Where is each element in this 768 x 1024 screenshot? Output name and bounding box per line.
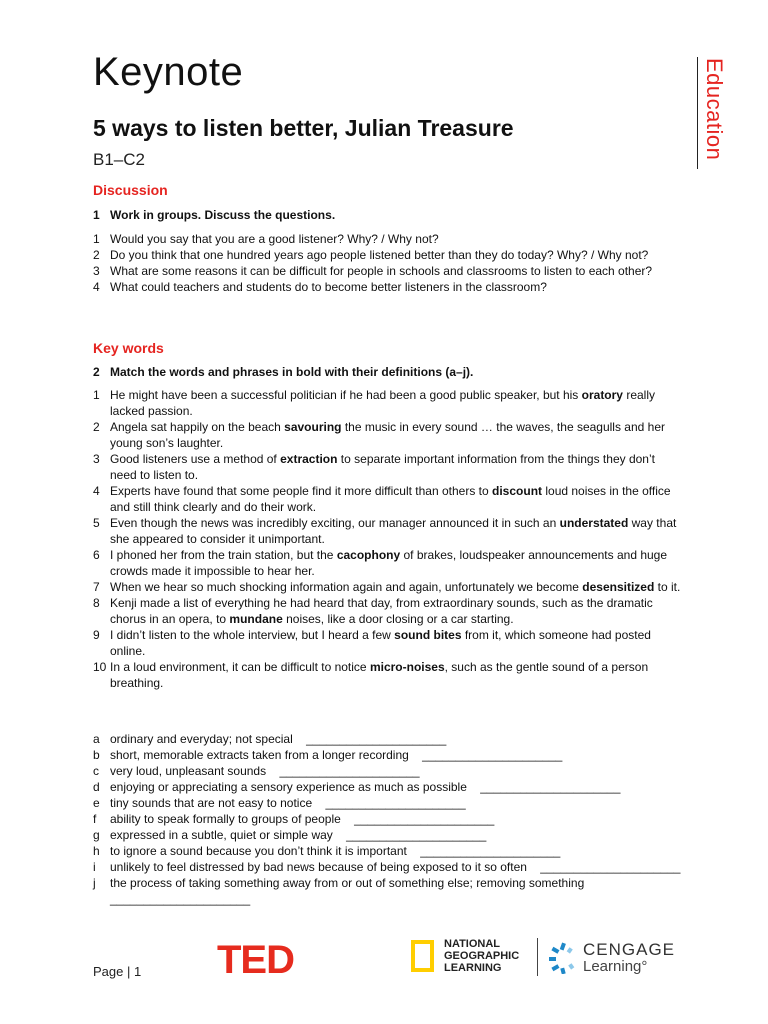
question-text: What are some reasons it can be difficult for people in schools and classrooms to listen to each other? [110, 264, 653, 278]
sentence-text: Angela sat happily on the beach [110, 420, 285, 434]
education-label: Education [702, 58, 727, 161]
definition-text: very loud, unpleasant sounds [110, 764, 267, 778]
sentence-item [93, 483, 683, 515]
item-number: 7 [93, 580, 100, 594]
keyword: extraction [280, 452, 338, 466]
task-instruction: Work in groups. Discuss the questions. [110, 208, 336, 222]
sentence-text: He might have been a successful politician if he had been a good public speaker, but his [110, 388, 582, 402]
item-number: 8 [93, 596, 100, 610]
answer-blank: _____________________ [110, 892, 251, 906]
item-number: 3 [93, 264, 100, 278]
page-number: Page | 1 [93, 964, 142, 979]
natgeo-line: GEOGRAPHIC [444, 950, 520, 962]
definition-text: the process of taking something away from or out of something else; removing something [110, 876, 585, 890]
answer-blank: _____________________ [420, 844, 561, 858]
definition-item [93, 827, 683, 843]
sentence-item [93, 579, 683, 595]
item-letter: c [93, 764, 99, 778]
answer-blank: _____________________ [354, 812, 495, 826]
keywords-task [93, 364, 683, 380]
keyword: oratory [581, 388, 623, 402]
question-item [93, 247, 683, 263]
question-item [93, 263, 683, 279]
answer-blank: _____________________ [540, 860, 681, 874]
item-number: 3 [93, 452, 100, 466]
item-number: 1 [93, 388, 100, 402]
question-item [93, 231, 683, 247]
item-number: 1 [93, 232, 100, 246]
keyword: cacophony [336, 548, 401, 562]
answer-blank: _____________________ [480, 780, 621, 794]
task-number: 1 [93, 208, 100, 222]
definition-text: ability to speak formally to groups of people [110, 812, 341, 826]
definition-text: unlikely to feel distressed by bad news because of being exposed to it so often [110, 860, 527, 874]
item-letter: g [93, 828, 100, 842]
sentence-item [93, 547, 683, 579]
answer-blank: _____________________ [279, 764, 420, 778]
keyword: micro-noises [369, 660, 445, 674]
discussion-task [93, 207, 683, 223]
keyword: understated [559, 516, 629, 530]
sentence-text: to separate important information from the things they don’t need to listen to. [110, 452, 655, 482]
definition-text: tiny sounds that are not easy to notice [110, 796, 313, 810]
sentence-item [93, 659, 683, 691]
sentence-text: Kenji made a list of everything he had heard that day, from extraordinary sounds, such as the dramatic chorus in an opera, to [110, 596, 653, 626]
question-text: Do you think that one hundred years ago people listened better than they do today? Why? / Why not? [110, 248, 649, 262]
item-number: 2 [93, 248, 100, 262]
definition-text: expressed in a subtle, quiet or simple way [110, 828, 333, 842]
discussion-heading: Discussion [93, 182, 168, 198]
keyword: desensitized [582, 580, 655, 594]
definition-item [93, 843, 683, 859]
sentence-text: way that she appeared to consider it unimportant. [110, 516, 677, 546]
natgeo-wordmark [444, 938, 519, 974]
keyword: discount [492, 484, 543, 498]
definition-item [93, 731, 683, 747]
definition-text: to ignore a sound because you don’t think it is important [110, 844, 407, 858]
cengage-logo [548, 940, 688, 980]
item-letter: b [93, 748, 100, 762]
discussion-questions [93, 231, 683, 295]
definition-text: enjoying or appreciating a sensory experience as much as possible [110, 780, 467, 794]
item-number: 6 [93, 548, 100, 562]
definition-item [93, 779, 683, 795]
definition-text: short, memorable extracts taken from a longer recording [110, 748, 409, 762]
answer-blank: _____________________ [325, 796, 466, 810]
sentence-text: of brakes, loudspeaker announcements and huge crowds made it impossible to hear her. [110, 548, 668, 578]
item-number: 9 [93, 628, 100, 642]
item-number: 2 [93, 420, 100, 434]
series-title: Keynote [93, 50, 244, 94]
natgeo-line: LEARNING [444, 962, 502, 974]
item-number: 5 [93, 516, 100, 530]
answer-blank: _____________________ [422, 748, 563, 762]
keyword: mundane [229, 612, 283, 626]
ted-logo: TED [217, 938, 294, 982]
item-number: 4 [93, 484, 100, 498]
sentence-item [93, 387, 683, 419]
sentence-text: Experts have found that some people find it more difficult than others to [110, 484, 493, 498]
cengage-burst-icon [548, 942, 578, 974]
sentence-text: the music in every sound … the waves, the seagulls and her young son’s laughter. [110, 420, 666, 450]
sentence-text: Good listeners use a method of [110, 452, 281, 466]
sentence-text: In a loud environment, it can be difficult to notice [110, 660, 370, 674]
natgeo-line: NATIONAL [444, 938, 501, 950]
sentence-text: noises, like a door closing or a car starting. [282, 612, 514, 626]
question-item [93, 279, 683, 295]
definition-text: ordinary and everyday; not special [110, 732, 293, 746]
answer-blank: _____________________ [346, 828, 487, 842]
task-instruction: Match the words and phrases in bold with their definitions (a–j). [110, 365, 474, 379]
education-tag [701, 58, 727, 168]
item-letter: i [93, 860, 96, 874]
yellow-frame-icon [411, 940, 434, 972]
lesson-title: 5 ways to listen better, Julian Treasure [93, 115, 514, 141]
natgeo-learning-logo [411, 938, 531, 978]
sentence-text: to it. [654, 580, 681, 594]
keyword-sentences [93, 387, 683, 691]
definition-item [93, 763, 683, 779]
definitions-list [93, 731, 683, 907]
keyword: savouring [284, 420, 342, 434]
item-number: 10 [93, 660, 107, 674]
question-text: What could teachers and students do to become better listeners in the classroom? [110, 280, 547, 294]
item-number: 4 [93, 280, 100, 294]
sentence-text: really lacked passion. [110, 388, 655, 418]
sentence-item [93, 627, 683, 659]
sentence-text: loud noises in the office and still think clearly and do their work. [110, 484, 671, 514]
item-letter: f [93, 812, 97, 826]
sentence-item [93, 419, 683, 451]
task-number: 2 [93, 365, 100, 379]
sentence-item [93, 595, 683, 627]
question-text: Would you say that you are a good listener? Why? / Why not? [110, 232, 439, 246]
sentence-text: When we hear so much shocking information again and again, unfortunately we become [110, 580, 583, 594]
item-letter: e [93, 796, 100, 810]
item-letter: j [93, 876, 96, 890]
definition-item [93, 859, 683, 875]
logo-divider [537, 938, 538, 976]
keywords-heading: Key words [93, 340, 164, 356]
level-label: B1–C2 [93, 150, 145, 169]
item-letter: d [93, 780, 100, 794]
definition-item [93, 875, 683, 907]
cengage-learning-wordmark: Learning° [583, 958, 648, 975]
definition-item [93, 747, 683, 763]
definition-item [93, 811, 683, 827]
sentence-text: I didn’t listen to the whole interview, but I heard a few [110, 628, 395, 642]
sentence-text: Even though the news was incredibly exciting, our manager announced it in such an [110, 516, 560, 530]
answer-blank: _____________________ [306, 732, 447, 746]
item-letter: a [93, 732, 100, 746]
sentence-text: , such as the gentle sound of a person breathing. [110, 660, 649, 690]
sentence-text: I phoned her from the train station, but the [110, 548, 337, 562]
sentence-text: from it, which someone had posted online. [110, 628, 651, 658]
sentence-item [93, 451, 683, 483]
sentence-item [93, 515, 683, 547]
item-letter: h [93, 844, 100, 858]
header-divider [697, 57, 698, 169]
keyword: sound bites [394, 628, 462, 642]
definition-item [93, 795, 683, 811]
cengage-wordmark: CENGAGE [583, 940, 676, 959]
